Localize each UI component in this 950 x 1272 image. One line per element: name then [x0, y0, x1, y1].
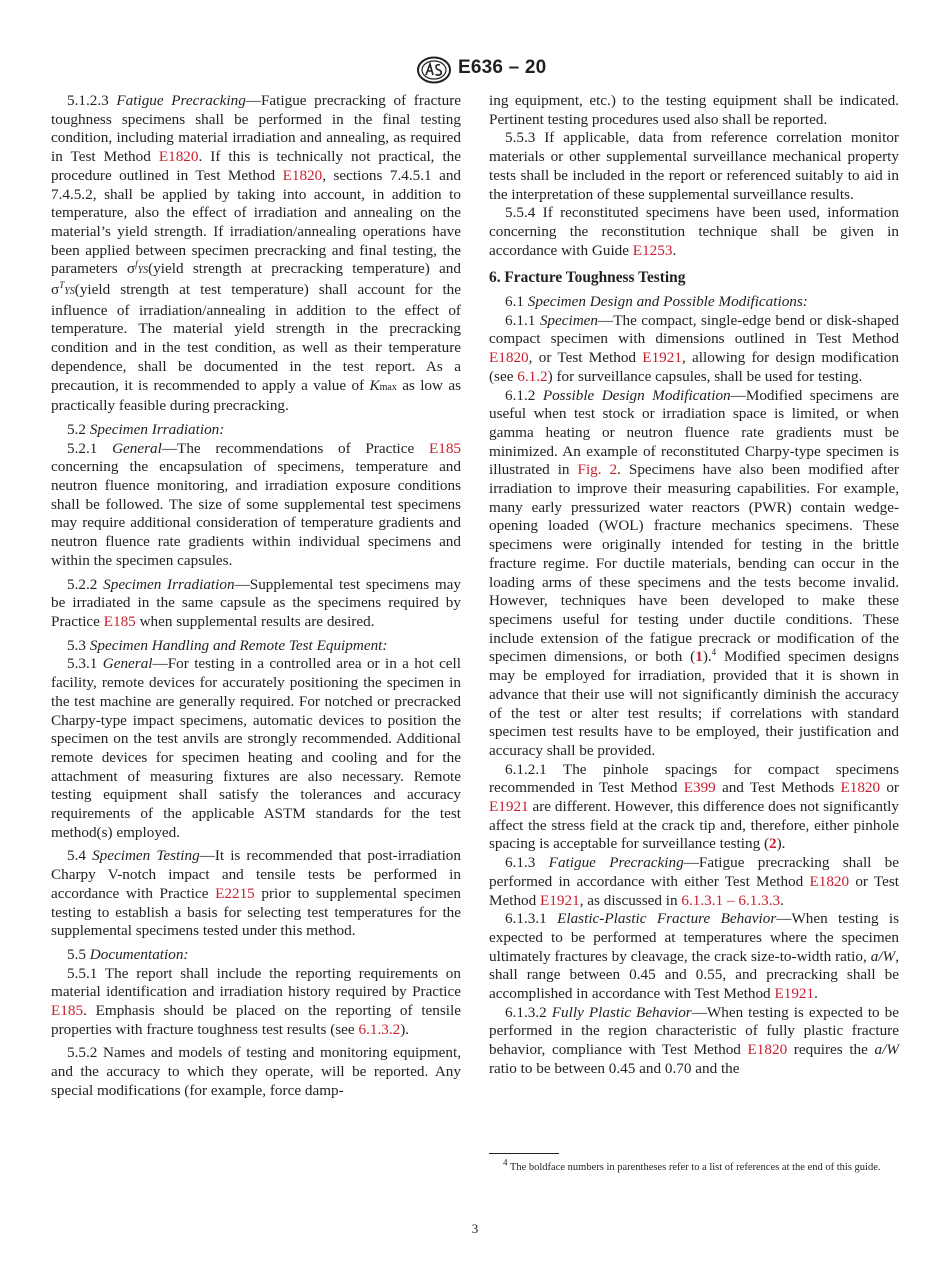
citation-link[interactable]: 2 [769, 835, 777, 853]
heading-5-3: 5.3 Specimen Handling and Remote Test Equipment: [67, 636, 388, 654]
ref-link[interactable]: 6.1.3.2 [358, 1020, 401, 1038]
ref-link[interactable]: E399 [683, 779, 716, 797]
ref-link[interactable]: E2215 [215, 884, 255, 902]
ref-link[interactable]: E185 [428, 439, 462, 457]
heading-6-1: 6.1 Specimen Design and Possible Modifications: [505, 293, 808, 311]
footnote-marker[interactable]: 4 [711, 647, 717, 658]
ref-link[interactable]: E185 [51, 1002, 84, 1020]
paragraph-5-5-3: 5.5.3 If applicable, data from reference correlation monitor materials or other supplemental surveillance mechanical property tests shall be included in the report or referenced suitably to aid in the interpretation of these supplemental surveillance results. [489, 129, 899, 203]
footnote-divider [489, 1153, 559, 1154]
paragraph-5-5-2: 5.5.2 Names and models of testing and monitoring equipment, and the accuracy to which they operate, will be reported. Any special modifications (for example, force damp- [51, 1044, 461, 1099]
paragraph-5-3-1: 5.3.1 General—For testing in a controlled area or in a hot cell facility, remote devices for accurately positioning the specimen in the test machine are generally required. For notched or precracked Charpy-type impact specimens, automatic devices to position the specimen on the test anvils are strongly recommended. Additional remote devices for specimen heating and cooling and for the attachment of measuring fixtures are also necessary. Remote testing equipment shall satisfy the tolerances and accuracy requirements of the applicable ASTM standards for the test method(s) employed. [51, 655, 461, 841]
ref-link[interactable]: 6.1.3.1 – 6.1.3.3 [681, 891, 781, 909]
paragraph-6-1-1: 6.1.1 Specimen—The compact, single-edge bend or disk-shaped compact specimen with dimensions outlined in Test Method E1820, or Test Method E1921, allowing for design modification (see 6.1.2) for surveillance capsules, shall be used for testing. [489, 311, 899, 385]
paragraph-6-1-3: 6.1.3 Fatigue Precracking—Fatigue precracking shall be performed in accordance with either Test Method E1820 or Test Method E1921, as discussed in 6.1.3.1 – 6.1.3.3. [489, 854, 900, 909]
paragraph-5-5-4: 5.5.4 If reconstituted specimens have been used, information concerning the reconstitution technique shall be given in accordance with Guide E1253. [489, 204, 899, 259]
ref-link[interactable]: E1820 [809, 872, 850, 890]
paragraph-6-1-2: 6.1.2 Possible Design Modification—Modified specimens are useful when test stock or irradiation space is limited, or when gamma heating or neutron fluence rate gradients must be minimized. An example of reconstituted Charpy-type specimen is illustrated in Fig. 2. Specimens have also been modified after irradiation to improve their measuring capabilities. For example, many early pressurized water reactors (PWR) contain wedge-opening loaded (WOL) fracture mechanics specimens. These specimens were originally intended for testing in the brittle fracture regime. For ductile materials, bending can occur in the loading arms of these specimens and the tests become invalid. However, techniques have been developed to make these specimens useful for testing under ductile conditions. These include extension of the fatigue precrack or modification of the specimen dimensions, or both (1).$^4$ Modified specimen designs may be employed for irradiation, provided that it is shown in advance that their use will not significantly diminish the accuracy of the test or alter test results; if correlations with standard specimen test results have to be employed, their justification and accuracy shall be provided. [489, 386, 900, 759]
ref-link[interactable]: E1921 [540, 891, 580, 909]
ref-link[interactable]: E1253 [632, 241, 673, 259]
footnote: 4 The boldface numbers in parentheses refer to a list of references at the end of this guide. [503, 1157, 881, 1173]
paragraph-6-1-2-1: 6.1.2.1 The pinhole spacings for compact specimens recommended in Test Method E399 and Test Methods E1820 or E1921 are different. However, this difference does not significantly affect the stress field at the crack tip and, therefore, either pinhole spacing is acceptable for surveillance testing (2). [489, 760, 899, 853]
paragraph-5-1-2-3: 5.1.2.3 Fatigue Precracking—Fatigue precracking of fracture toughness specimens shall be performed in the final testing condition, including material irradiation and annealing, as required in Test Method E1820. If this is technically not practical, the procedure outlined in Test Method E1820, sections 7.4.5.1 and 7.4.5.2, shall be applied by taking into account, in addition to temperature, also the effect of irradiation and annealing on the material’s yield strength. If irradiation/annealing operations have been applied between specimen precracking and final testing, the parameters $\sigma^fYS(yield$ strength at precracking temperature) and $\sigma^TYS(yield$ strength at test temperature) shall account for the influence of irradiation/annealing in addition to the effect of temperature. The material yield strength in the precracking condition and in the test condition, as well as their temperature dependence, shall be documented in the test report. As a precaution, it is recommended to apply a value of Kmax as low as practically feasible during precracking. [51, 92, 462, 415]
paragraph-5-5-1: 5.5.1 The report shall include the reporting requirements on material identification and irradiation history required by Practice E185. Emphasis should be placed on the reporting of tensile properties with fracture toughness test results (see 6.1.3.2). [51, 964, 461, 1038]
ref-link[interactable]: E1820 [747, 1041, 788, 1059]
heading-5-5: 5.5 Documentation: [67, 945, 189, 963]
paragraph-5-5-2-continued: ing equipment, etc.) to the testing equipment shall be indicated. Pertinent testing procedures used also shall be reported. [489, 92, 899, 128]
left-column [51, 92, 461, 1101]
paragraph-5-2-1: 5.2.1 General—The recommendations of Practice E185 concerning the encapsulation of specimens, temperature and neutron fluence monitoring, and irradiation exposure conditions shall be followed. The size of some supplemental test specimens may require additional consideration of temperature gradients and neutron fluence rate gradients within individual specimens and within the specimen capsules. [51, 439, 462, 569]
paragraph-6-1-3-1: 6.1.3.1 Elastic-Plastic Fracture Behavior—When testing is expected to be performed at temperatures where the specimen ultimately fractures by cleavage, the crack size-to-width ratio, a/W, shall range between 0.45 and 0.55, and precracking shall be accomplished in accordance with Test Method E1921. [489, 910, 899, 1003]
ref-link[interactable]: 6.1.2 [517, 367, 548, 385]
standard-designation: E636 – 20 [458, 57, 547, 78]
paragraph-5-2-2: 5.2.2 Specimen Irradiation—Supplemental test specimens may be irradiated in the same capsule as the specimens required by Practice E185 when supplemental results are desired. [51, 575, 462, 630]
ref-link[interactable]: E1921 [642, 349, 682, 367]
ref-link[interactable]: E1921 [774, 985, 815, 1003]
ref-link[interactable]: E1820 [489, 349, 529, 367]
citation-link[interactable]: 1 [695, 648, 703, 666]
section-heading-6: 6. Fracture Toughness Testing [489, 269, 686, 287]
ref-link[interactable]: Fig. 2 [577, 461, 618, 479]
page-number: 3 [471, 1221, 479, 1236]
right-column [489, 92, 899, 1079]
heading-5-2: 5.2 Specimen Irradiation: [67, 420, 225, 438]
ref-link[interactable]: E1820 [840, 779, 881, 797]
page-header [0, 56, 950, 84]
ref-link[interactable]: E1820 [282, 166, 323, 184]
paragraph-6-1-3-2: 6.1.3.2 Fully Plastic Behavior—When testing is expected to be performed in the region characteristic of fully plastic fracture behavior, compliance with Test Method E1820 requires the a/W ratio to be between 0.45 and 0.70 and the [489, 1003, 899, 1077]
ref-link[interactable]: E1921 [489, 798, 529, 816]
paragraph-5-4: 5.4 Specimen Testing—It is recommended that post-irradiation Charpy V-notch impact and tensile tests be performed in accordance with Practice E2215 prior to supplemental specimen testing to establish a basis for selecting test temperatures for the supplemental specimens tested under this method. [51, 847, 461, 940]
ref-link[interactable]: E185 [103, 612, 136, 630]
ref-link[interactable]: E1820 [158, 148, 199, 166]
astm-logo-icon [416, 56, 452, 84]
